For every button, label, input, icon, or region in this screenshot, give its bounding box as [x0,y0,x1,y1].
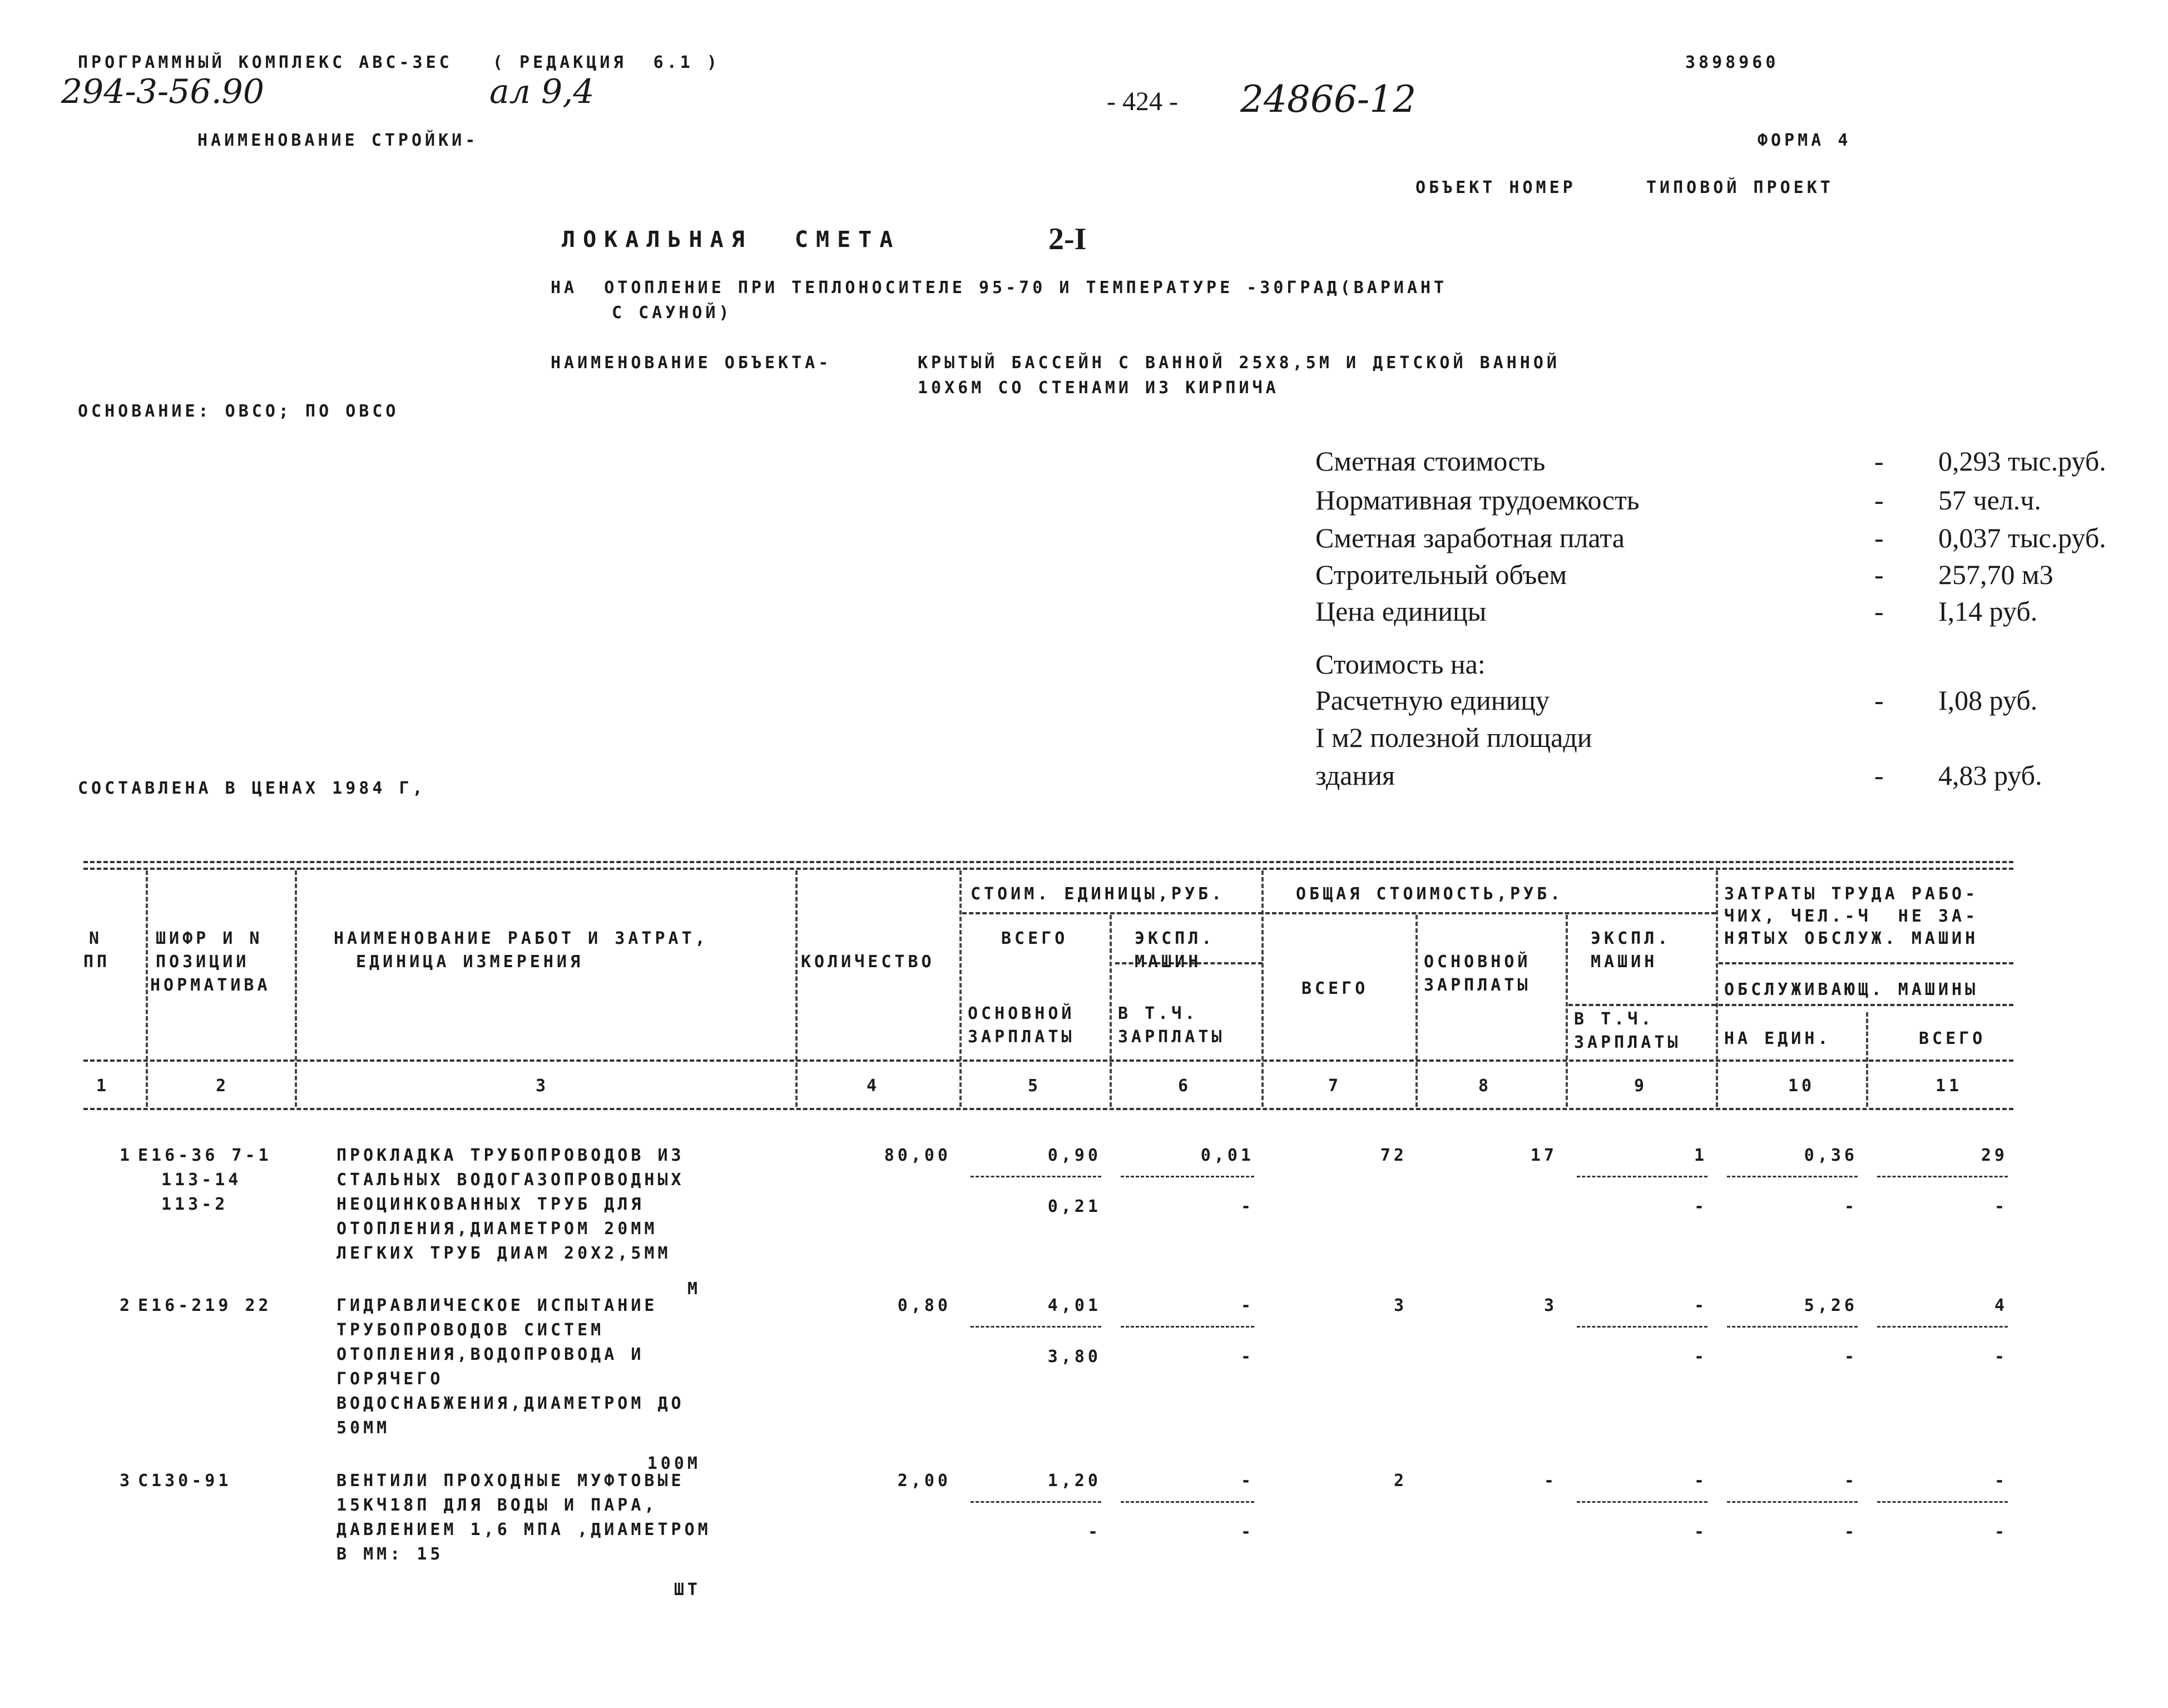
col-sep-3 [795,870,798,1107]
program-header: ПРОГРАММНЫЙ КОМПЛЕКС АВС-3ЕС ( РЕДАКЦИЯ 6.1 ) [78,53,720,72]
row-work-name: ОТОПЛЕНИЯ,ВОДОПРОВОДА И [336,1345,645,1364]
cell-underline [1121,1176,1254,1177]
row-work-name: ВОДОСНАБЖЕНИЯ,ДИАМЕТРОМ ДО [336,1394,685,1413]
row-overall-basic-pay: 3 [1543,1296,1557,1315]
row-labor-per-unit: 0,36 [1804,1146,1858,1165]
row-work-name: ГИДРАВЛИЧЕСКОЕ ИСПЫТАНИЕ [336,1296,658,1315]
column-number: 9 [1634,1076,1648,1096]
hdr-unit-cost: СТОИМ. ЕДИНИЦЫ,РУБ. [971,884,1225,904]
hdr-pp: ПП [83,952,111,972]
cell-underline [1877,1176,2008,1177]
hdr-code-1: ШИФР И N [156,929,263,948]
cell-underline [1577,1326,1707,1328]
row-work-name: 15КЧ18П ДЛЯ ВОДЫ И ПАРА, [336,1496,658,1515]
row-overall-incl-pay: - [1694,1197,1707,1216]
overall-sub-rule [1568,1004,1716,1006]
col-sep-9 [1716,870,1718,1107]
row-number: 3 [120,1471,133,1491]
cell-underline [1577,1176,1707,1177]
hdr-unit-expl-1: ЭКСПЛ. [1135,929,1215,948]
col-sep-5 [1110,915,1112,1107]
unit-cost-rule [962,912,1263,914]
summary-label: Стоимость на: [1315,648,1486,680]
hdr-labor-3: НЯТЫХ ОБСЛУЖ. МАШИН [1724,929,1979,948]
column-number: 4 [866,1076,880,1096]
summary-dash: - [1874,484,1884,516]
row-unit-expl: - [1240,1471,1254,1491]
row-number: 1 [120,1146,133,1165]
row-unit-incl-pay: - [1240,1197,1254,1216]
row-overall-expl: - [1694,1471,1707,1491]
col-sep-8 [1566,915,1568,1107]
construction-label: НАИМЕНОВАНИЕ СТРОЙКИ- [197,131,479,150]
row-work-name: ПРОКЛАДКА ТРУБОПРОВОДОВ ИЗ [336,1146,685,1165]
row-overall-basic-pay: 17 [1530,1146,1557,1165]
header-bottom-rule [83,1060,2013,1062]
estimate-title: ЛОКАЛЬНАЯ СМЕТА [562,227,901,253]
row-work-name: ВЕНТИЛИ ПРОХОДНЫЕ МУФТОВЫЕ [336,1471,685,1491]
column-number: 8 [1478,1076,1492,1096]
cell-underline [1727,1501,1858,1503]
hdr-incl-pay-1: В Т.Ч. [1118,1004,1199,1023]
cell-underline [1877,1501,2008,1503]
hdr-labor-2: ЧИХ, ЧЕЛ.-Ч НЕ ЗА- [1724,907,1979,926]
summary-label: Строительный объем [1315,559,1567,590]
summary-value: 0,293 тыс.руб. [1938,445,2106,477]
hdr-overall-total: ВСЕГО [1301,979,1369,998]
row-overall-total: 3 [1393,1296,1407,1315]
hdr-n: N [89,929,103,948]
column-number: 10 [1788,1076,1815,1096]
row-unit-total: 0,90 [1047,1146,1101,1165]
row-work-name: ТРУБОПРОВОДОВ СИСТЕМ [336,1320,605,1340]
row-unit-incl-pay: - [1240,1522,1254,1542]
summary-dash: - [1874,445,1884,477]
object-name-label: НАИМЕНОВАНИЕ ОБЪЕКТА- [551,353,832,373]
hdr-unit-expl-2: МАШИН [1135,952,1202,972]
hdr-per-unit: НА ЕДИН. [1724,1029,1832,1048]
row-work-name: СТАЛЬНЫХ ВОДОГАЗОПРОВОДНЫХ [336,1170,685,1190]
row-code: 113-2 [161,1195,229,1214]
labor-rule-1 [1719,962,2013,964]
overall-cost-rule [1265,912,1716,914]
row-unit: М [687,1279,701,1299]
hdr-overall-cost: ОБЩАЯ СТОИМОСТЬ,РУБ. [1296,884,1564,904]
hdr-code-3: НОРМАТИВА [150,976,271,995]
column-number: 7 [1328,1076,1342,1096]
column-numbers-rule [83,1108,2013,1110]
hdr-overall-expl-1: ЭКСПЛ. [1591,929,1671,948]
summary-value: I,08 руб. [1938,685,2038,716]
column-number: 5 [1027,1076,1042,1096]
handwritten-album: ал 9,4 [489,72,595,111]
col-sep-10 [1866,1012,1868,1107]
hdr-unit-total: ВСЕГО [1001,929,1068,948]
hdr-overall-incl-2: ЗАРПЛАТЫ [1574,1033,1681,1052]
column-number: 6 [1177,1076,1192,1096]
row-servicing-total: - [1994,1197,2008,1216]
row-overall-expl: - [1694,1296,1707,1315]
row-overall-incl-pay: - [1694,1347,1707,1367]
summary-label: Цена единицы [1315,596,1487,627]
cell-underline [1121,1501,1254,1503]
row-unit-expl: - [1240,1296,1254,1315]
handwritten-ref: 24866-12 [1240,78,1417,121]
cell-underline [1577,1501,1707,1503]
row-number: 2 [120,1296,133,1315]
hdr-code-2: ПОЗИЦИИ [156,952,250,972]
row-work-name: ДАВЛЕНИЕМ 1,6 МПА ,ДИАМЕТРОМ [336,1520,711,1539]
column-number: 2 [215,1076,230,1096]
row-code: Е16-219 22 [138,1296,272,1315]
summary-dash: - [1874,522,1884,553]
row-code: 113-14 [161,1170,242,1190]
summary-label: Расчетную единицу [1315,685,1550,716]
row-unit-incl-pay: - [1240,1347,1254,1367]
row-unit-expl: 0,01 [1200,1146,1254,1165]
form-label: ФОРМА 4 [1758,131,1852,150]
hdr-basic-pay-1: ОСНОВНОЙ [968,1004,1075,1023]
hdr-name-1: НАИМЕНОВАНИЕ РАБОТ И ЗАТРАТ, [334,929,709,948]
row-unit-total: 4,01 [1047,1296,1101,1315]
summary-dash: - [1874,685,1884,716]
row-servicing-per-unit: - [1844,1347,1858,1367]
table-top-rule [83,861,2013,863]
summary-value: 57 чел.ч. [1938,484,2041,516]
row-work-name: 50ММ [336,1418,390,1438]
table-top-rule-2 [83,868,2013,870]
hdr-labor-total: ВСЕГО [1919,1029,1986,1048]
object-name-line1: КРЫТЫЙ БАССЕЙН С ВАННОЙ 25Х8,5М И ДЕТСКОЙ ВАННОЙ [918,353,1560,373]
summary-label: Нормативная трудоемкость [1315,484,1640,516]
row-labor-per-unit: - [1844,1471,1858,1491]
hdr-overall-expl-2: МАШИН [1591,952,1658,972]
row-quantity: 2,00 [897,1471,951,1491]
basis-line: ОСНОВАНИЕ: ОВСО; ПО ОВСО [78,402,399,421]
row-work-name: НЕОЦИНКОВАННЫХ ТРУБ ДЛЯ [336,1195,645,1214]
row-overall-incl-pay: - [1694,1522,1707,1542]
row-work-name: ЛЕГКИХ ТРУБ ДИАМ 20Х2,5ММ [336,1244,671,1263]
col-sep-6 [1261,870,1264,1107]
cell-underline [971,1501,1101,1503]
row-overall-total: 72 [1380,1146,1407,1165]
row-unit-total: 1,20 [1047,1471,1101,1491]
row-unit-basic-pay: 0,21 [1047,1197,1101,1216]
hdr-basic-pay-2: ЗАРПЛАТЫ [968,1027,1075,1047]
prices-line: СОСТАВЛЕНА В ЦЕНАХ 1984 Г, [78,779,426,798]
row-servicing-per-unit: - [1844,1522,1858,1542]
col-sep-7 [1415,915,1418,1107]
estimate-subject-line1: НА ОТОПЛЕНИЕ ПРИ ТЕПЛОНОСИТЕЛЕ 95-70 И ТЕМПЕРАТУРЕ -30ГРАД(ВАРИАНТ [551,278,1448,298]
summary-label: Сметная стоимость [1315,445,1546,477]
summary-label: I м2 полезной площади [1315,722,1592,753]
row-quantity: 80,00 [884,1146,951,1165]
summary-value: 257,70 м3 [1938,559,2053,590]
row-labor-total: 4 [1994,1296,2008,1315]
cell-underline [1121,1326,1254,1328]
hdr-incl-pay-2: ЗАРПЛАТЫ [1118,1027,1225,1047]
labor-rule-2 [1719,1004,2013,1006]
hdr-overall-basic-2: ЗАРПЛАТЫ [1424,976,1531,995]
cell-underline [1877,1326,2008,1328]
row-overall-basic-pay: - [1543,1471,1557,1491]
row-work-name: В ММ: 15 [336,1544,444,1564]
row-servicing-per-unit: - [1844,1197,1858,1216]
col-sep-4 [959,870,962,1107]
row-unit-basic-pay: 3,80 [1047,1347,1101,1367]
summary-label: Сметная заработная плата [1315,522,1625,553]
cell-underline [1727,1176,1858,1177]
row-servicing-total: - [1994,1522,2008,1542]
page-number: - 424 - [1107,87,1178,116]
hdr-servicing: ОБСЛУЖИВАЮЩ. МАШИНЫ [1724,980,1979,999]
column-number: 3 [535,1076,550,1096]
row-unit: ШТ [674,1580,701,1600]
col-sep-2 [295,870,297,1107]
summary-value: 4,83 руб. [1938,760,2042,791]
summary-dash: - [1874,596,1884,627]
row-labor-total: 29 [1981,1146,2008,1165]
hdr-labor-1: ЗАТРАТЫ ТРУДА РАБО- [1724,884,1979,904]
row-unit: 100М [647,1454,701,1473]
row-quantity: 0,80 [897,1296,951,1315]
row-code: С130-91 [138,1471,232,1491]
hdr-overall-incl-1: В Т.Ч. [1574,1009,1655,1029]
typical-project-label: ТИПОВОЙ ПРОЕКТ [1646,178,1834,197]
row-code: Е16-36 7-1 [138,1146,272,1165]
estimate-number: 2-I [1048,222,1087,256]
cell-underline [971,1176,1101,1177]
column-number: 1 [96,1076,110,1096]
object-number-label: ОБЪЕКТ НОМЕР [1415,178,1576,197]
estimate-subject-line2: С САУНОЙ) [612,303,732,323]
summary-label: здания [1315,760,1395,791]
object-name-line2: 10Х6М СО СТЕНАМИ ИЗ КИРПИЧА [918,378,1279,398]
row-overall-expl: 1 [1694,1146,1707,1165]
hdr-name-2: ЕДИНИЦА ИЗМЕРЕНИЯ [356,952,584,972]
row-work-name: ОТОПЛЕНИЯ,ДИАМЕТРОМ 20ММ [336,1219,658,1239]
hdr-overall-basic-1: ОСНОВНОЙ [1424,952,1531,972]
col-sep-1 [146,870,148,1107]
cell-underline [971,1326,1101,1328]
summary-value: I,14 руб. [1938,596,2038,627]
column-number: 11 [1936,1076,1963,1096]
row-labor-total: - [1994,1471,2008,1491]
handwritten-code: 294-3-56.90 [61,72,265,111]
row-labor-per-unit: 5,26 [1804,1296,1858,1315]
row-servicing-total: - [1994,1347,2008,1367]
summary-dash: - [1874,760,1884,791]
document-id: 3898960 [1685,53,1779,72]
hdr-quantity: КОЛИЧЕСТВО [801,952,935,972]
summary-dash: - [1874,559,1884,590]
row-unit-basic-pay: - [1087,1522,1101,1542]
cell-underline [1727,1326,1858,1328]
row-work-name: ГОРЯЧЕГО [336,1369,444,1389]
row-overall-total: 2 [1393,1471,1407,1491]
summary-value: 0,037 тыс.руб. [1938,522,2106,553]
